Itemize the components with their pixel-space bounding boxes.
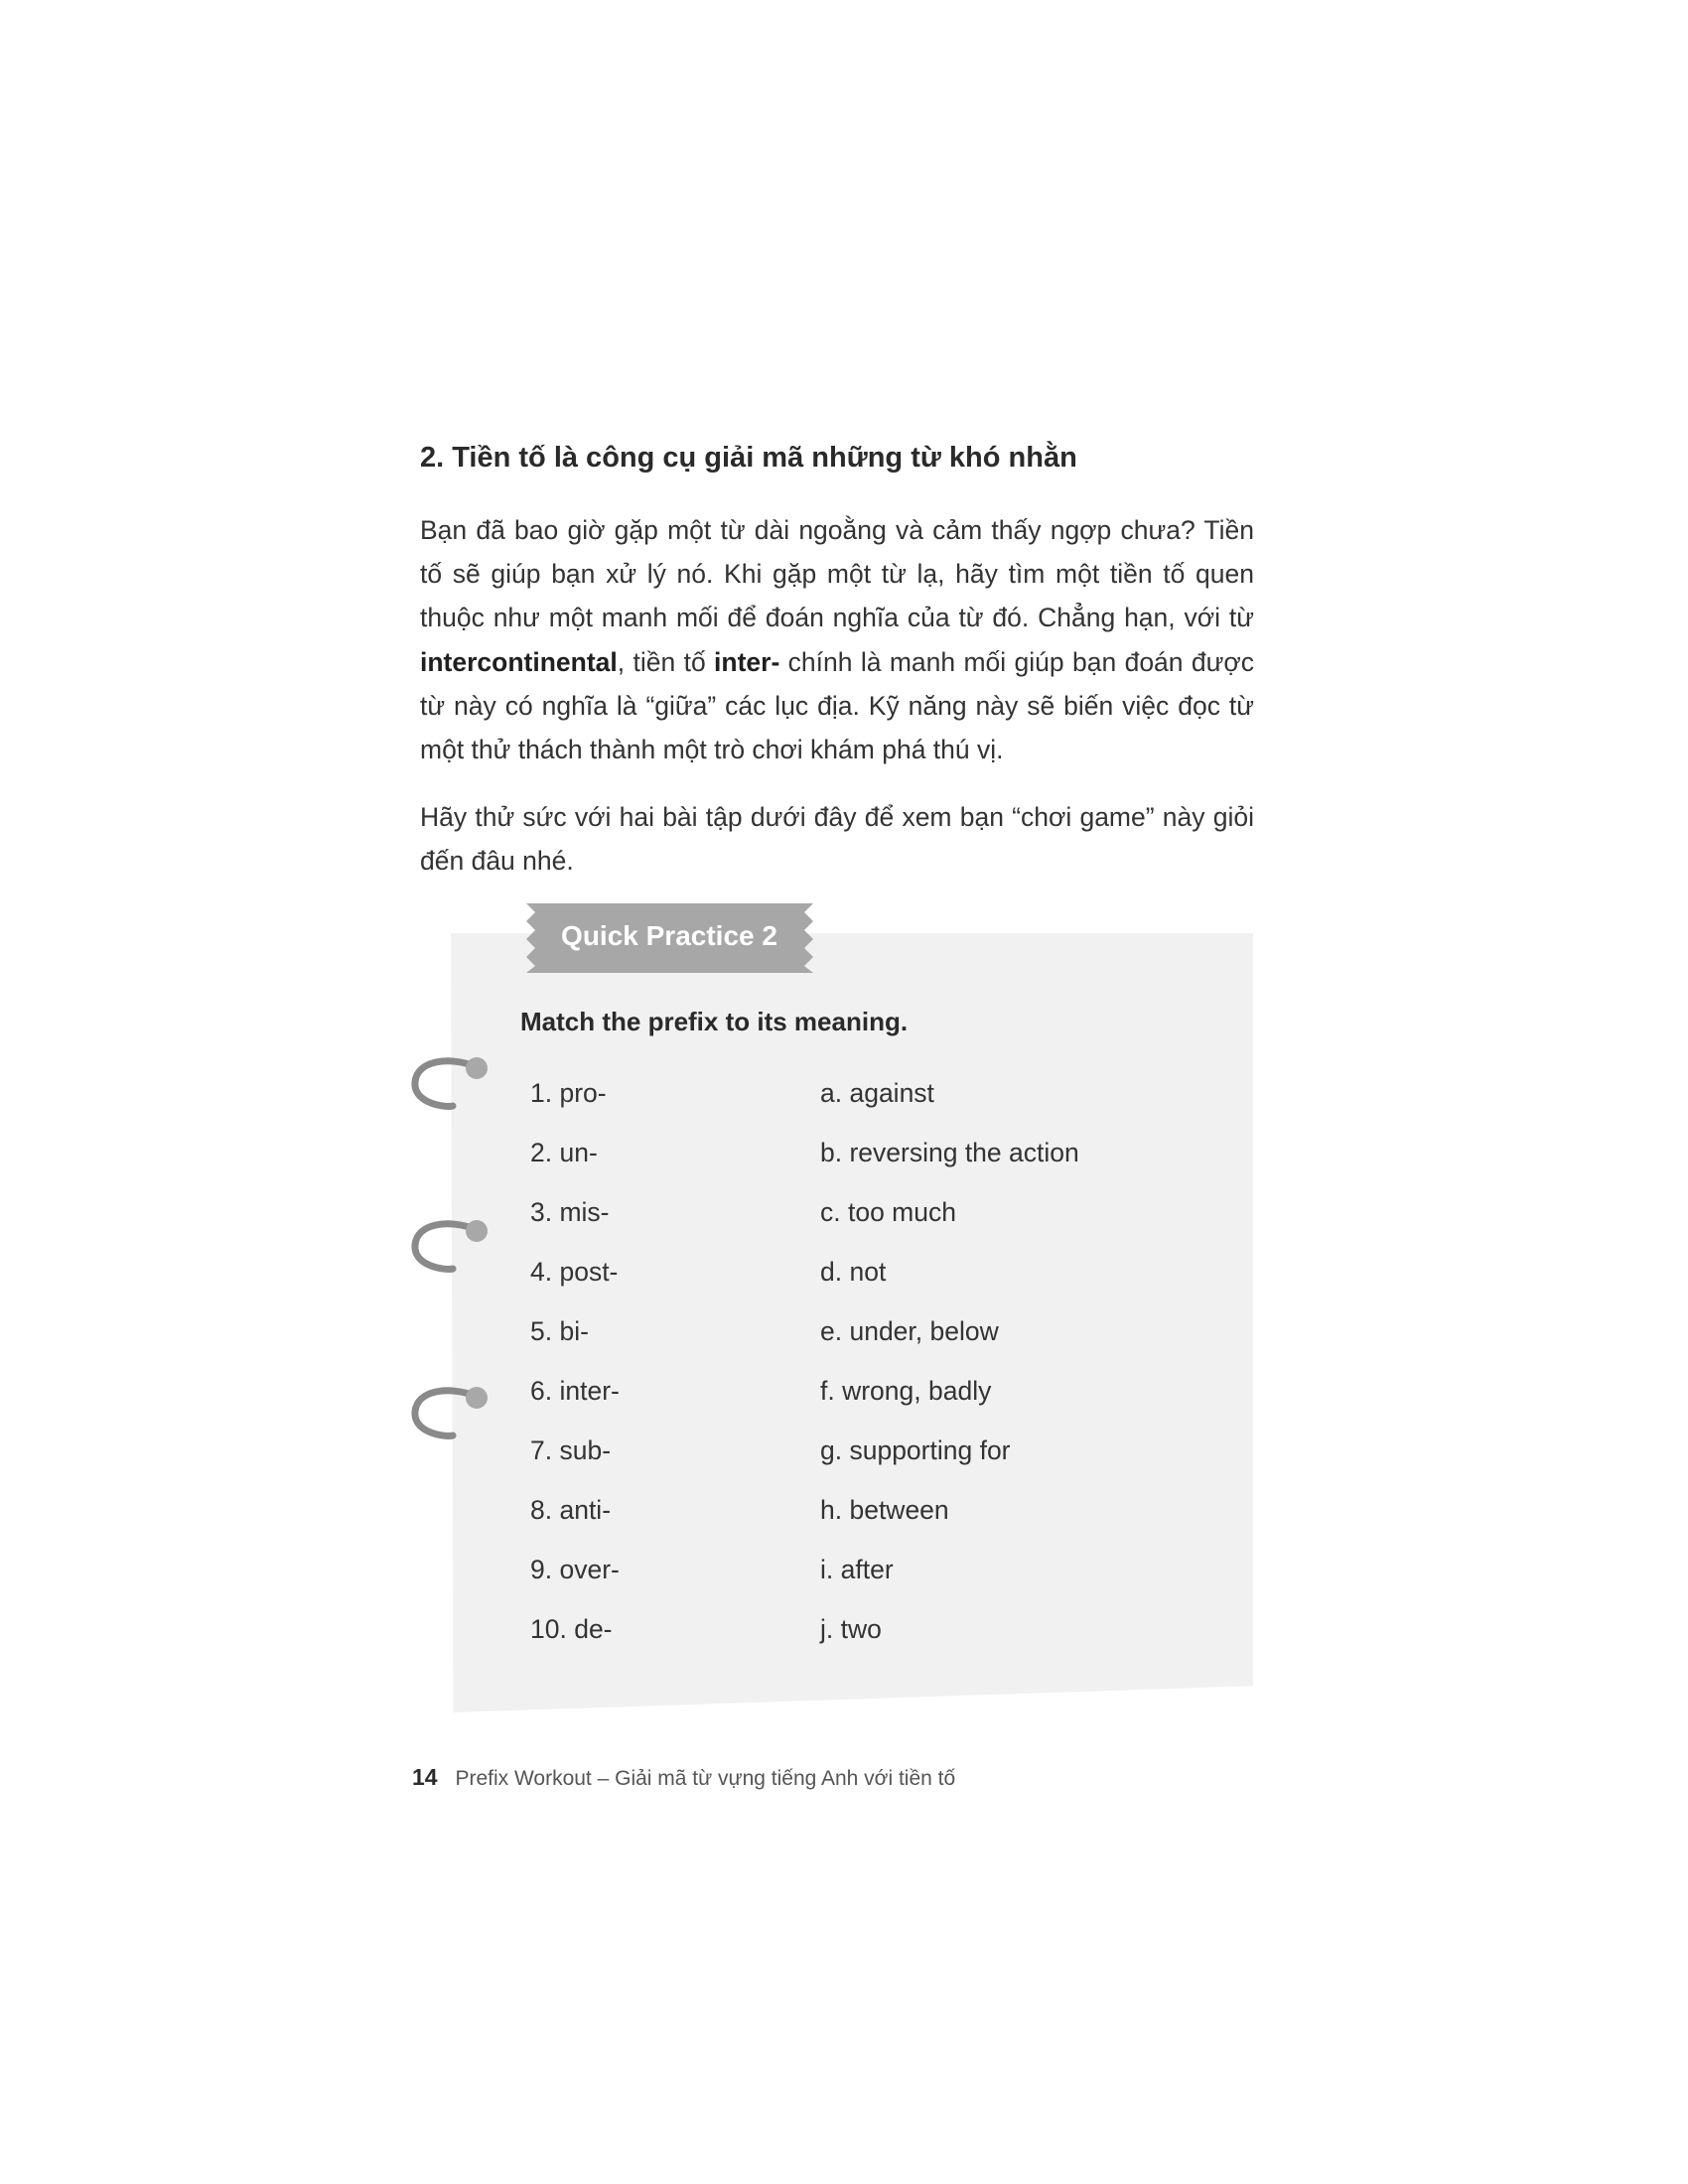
meaning-item: c. too much — [820, 1197, 956, 1227]
book-title: Prefix Workout – Giải mã từ vựng tiếng Anh với tiền tố — [455, 1767, 956, 1790]
prefix-item: 8. anti- — [530, 1495, 612, 1525]
paragraph-text: chính là manh mối giúp bạn đoán được từ này có nghĩa là “giữa” các lục địa. Kỹ năng này sẽ biến việc đọc từ một thử thách thành một trò chơi khám phá thú vị. — [420, 646, 1255, 765]
prefix-item: 10. de- — [530, 1614, 613, 1644]
match-row — [530, 1614, 1205, 1654]
match-row — [530, 1078, 1205, 1118]
binder-ring-icon — [407, 1384, 492, 1443]
meaning-item: g. supporting for — [820, 1435, 1011, 1465]
match-row — [530, 1435, 1205, 1475]
match-row — [530, 1316, 1205, 1356]
challenge-paragraph: Hãy thử sức với hai bài tập dưới đây để xem bạn “chơi game” này giỏi đến đâu nhé. — [420, 802, 1254, 877]
section-heading: 2. Tiền tố là công cụ giải mã những từ khó nhằn — [420, 442, 1077, 474]
prefix-item: 2. un- — [530, 1138, 598, 1167]
prefix-item: 5. bi- — [530, 1316, 589, 1346]
meaning-item: i. after — [820, 1555, 894, 1584]
example-prefix: inter- — [714, 646, 780, 677]
meaning-item: f. wrong, badly — [820, 1376, 992, 1406]
page-number: 14 — [412, 1764, 438, 1790]
match-row — [530, 1376, 1205, 1416]
prefix-item: 9. over- — [530, 1555, 620, 1584]
prefix-item: 1. pro- — [530, 1078, 607, 1108]
binder-ring-icon — [407, 1217, 492, 1277]
meaning-item: h. between — [820, 1495, 949, 1525]
match-row — [530, 1197, 1205, 1237]
prefix-item: 4. post- — [530, 1257, 619, 1287]
meaning-item: d. not — [820, 1257, 887, 1287]
paragraph-text: Bạn đã bao giờ gặp một từ dài ngoằng và cảm thấy ngợp chưa? Tiền tố sẽ giúp bạn xử lý nó. Khi gặp một từ lạ, hãy tìm một tiền tố quen thuộc như một manh mối để đoán nghĩa của từ đó. Chẳng hạn, với từ — [420, 515, 1254, 633]
binder-ring-icon — [407, 1054, 492, 1114]
page-footer — [412, 1764, 955, 1791]
meaning-item: j. two — [820, 1614, 882, 1644]
meaning-item: a. against — [820, 1078, 934, 1108]
meaning-item: e. under, below — [820, 1316, 999, 1346]
example-word: intercontinental — [420, 646, 618, 677]
intro-paragraph — [420, 508, 1254, 771]
exercise-instruction: Match the prefix to its meaning. — [520, 1007, 909, 1036]
match-row — [530, 1257, 1205, 1297]
badge-label: Quick Practice 2 — [561, 920, 777, 951]
prefix-item: 3. mis- — [530, 1197, 610, 1227]
paragraph-text: , tiền tố — [617, 646, 715, 677]
meaning-item: b. reversing the action — [820, 1138, 1079, 1167]
match-row — [530, 1138, 1205, 1177]
match-row — [530, 1555, 1205, 1594]
prefix-item: 6. inter- — [530, 1376, 620, 1406]
prefix-item: 7. sub- — [530, 1435, 612, 1465]
match-row — [530, 1495, 1205, 1535]
